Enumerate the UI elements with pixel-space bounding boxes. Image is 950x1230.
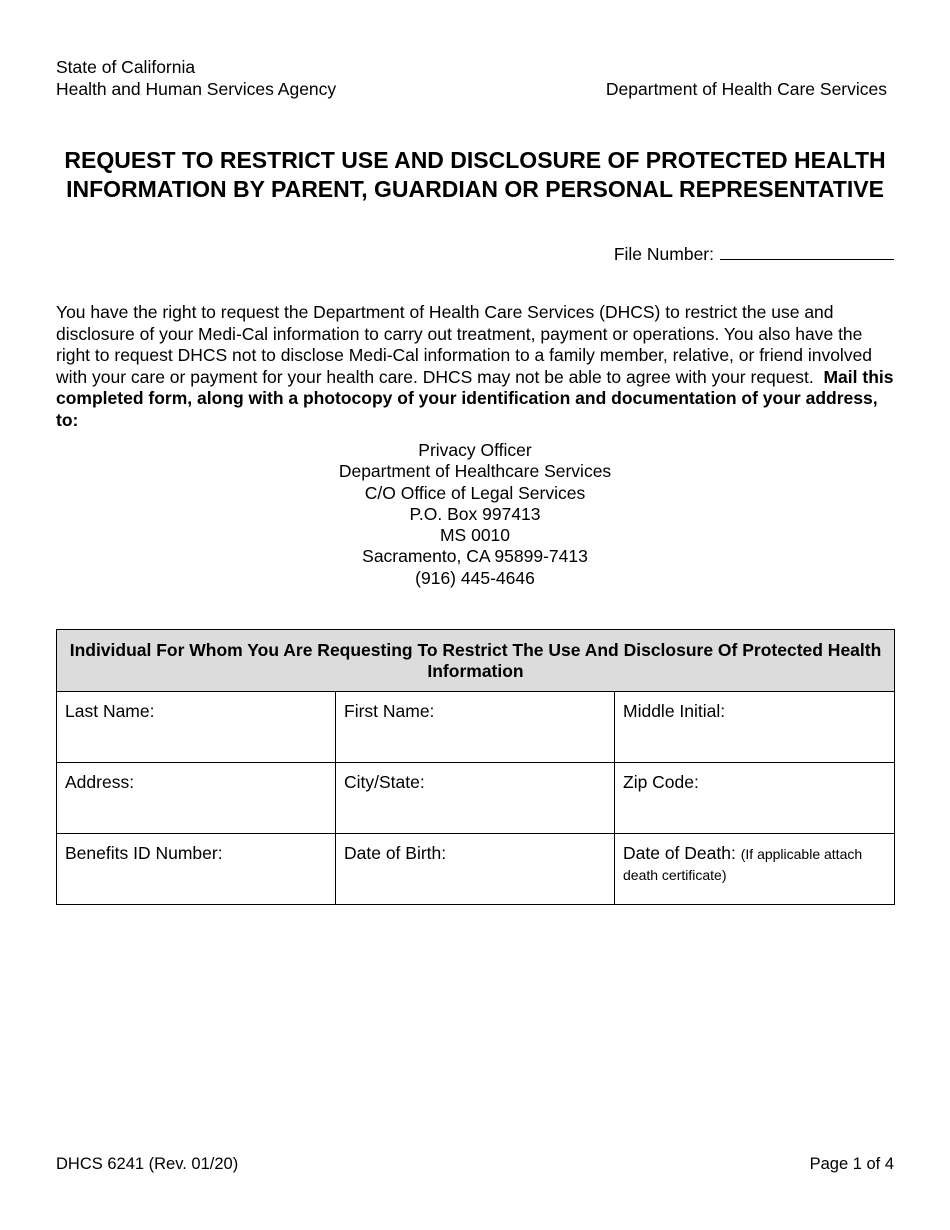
address-field[interactable]	[57, 763, 336, 834]
first-name-label: First Name:	[344, 701, 435, 721]
individual-info-table	[56, 629, 895, 905]
file-number-field[interactable]	[614, 241, 894, 265]
agency-name: Health and Human Services Agency	[56, 79, 337, 99]
intro-text: You have the right to request the Department of Health Care Services (DHCS) to restrict the use and disclosure of your Medi-Cal information to carry out treatment, payment or operations. You also have the right to request DHCS not to disclose Medi-Cal information to a family member, relative, or friend involved with your care or payment for your health care. DHCS may not be able to agree with your request.	[56, 302, 873, 387]
page-number: Page 1 of 4	[809, 1155, 894, 1173]
middle-initial-field[interactable]	[615, 692, 895, 763]
individual-table-heading: Individual For Whom You Are Requesting To Restrict The Use And Disclosure Of Protected Health Information	[57, 630, 895, 692]
city-state-field[interactable]	[336, 763, 615, 834]
city-state-label: City/State:	[344, 772, 425, 792]
date-of-death-field[interactable]	[615, 834, 895, 905]
form-title: REQUEST TO RESTRICT USE AND DISCLOSURE OF PROTECTED HEALTH INFORMATION BY PARENT, GUARDIAN OR PERSONAL REPRESENTATIVE	[64, 147, 886, 202]
intro-paragraph	[56, 302, 896, 431]
form-id: DHCS 6241 (Rev. 01/20)	[56, 1155, 239, 1173]
address-label: Address:	[65, 772, 135, 792]
zip-code-label: Zip Code:	[623, 772, 699, 792]
address-line: Privacy Officer	[418, 440, 532, 460]
address-line: Sacramento, CA 95899-7413	[362, 546, 588, 567]
state-name: State of California	[56, 57, 196, 77]
last-name-field[interactable]	[57, 692, 336, 763]
date-of-birth-field[interactable]	[336, 834, 615, 905]
address-phone: (916) 445-4646	[415, 567, 535, 588]
benefits-id-label: Benefits ID Number:	[65, 843, 223, 863]
address-line: P.O. Box 997413	[409, 503, 541, 524]
date-of-death-note: (If applicable attach death certificate)	[623, 846, 863, 883]
intro-mail-instruction: Mail this completed form, along with a photocopy of your identification and documentation of your address, to:	[56, 366, 894, 430]
address-line: MS 0010	[439, 525, 511, 546]
mailing-address	[56, 440, 894, 589]
benefits-id-field[interactable]	[57, 834, 336, 905]
zip-code-field[interactable]	[615, 763, 895, 834]
middle-initial-label: Middle Initial:	[623, 701, 726, 721]
header-agency-block	[56, 56, 336, 100]
date-of-death-label: Date of Death:	[623, 843, 736, 863]
last-name-label: Last Name:	[65, 701, 155, 721]
first-name-field[interactable]	[336, 692, 615, 763]
department-name: Department of Health Care Services	[605, 79, 887, 99]
address-line: Department of Healthcare Services	[338, 461, 612, 482]
address-line: C/O Office of Legal Services	[364, 482, 586, 503]
file-number-label: File Number:	[613, 244, 714, 264]
file-number-input-line[interactable]	[720, 241, 894, 260]
date-of-birth-label: Date of Birth:	[344, 843, 447, 863]
